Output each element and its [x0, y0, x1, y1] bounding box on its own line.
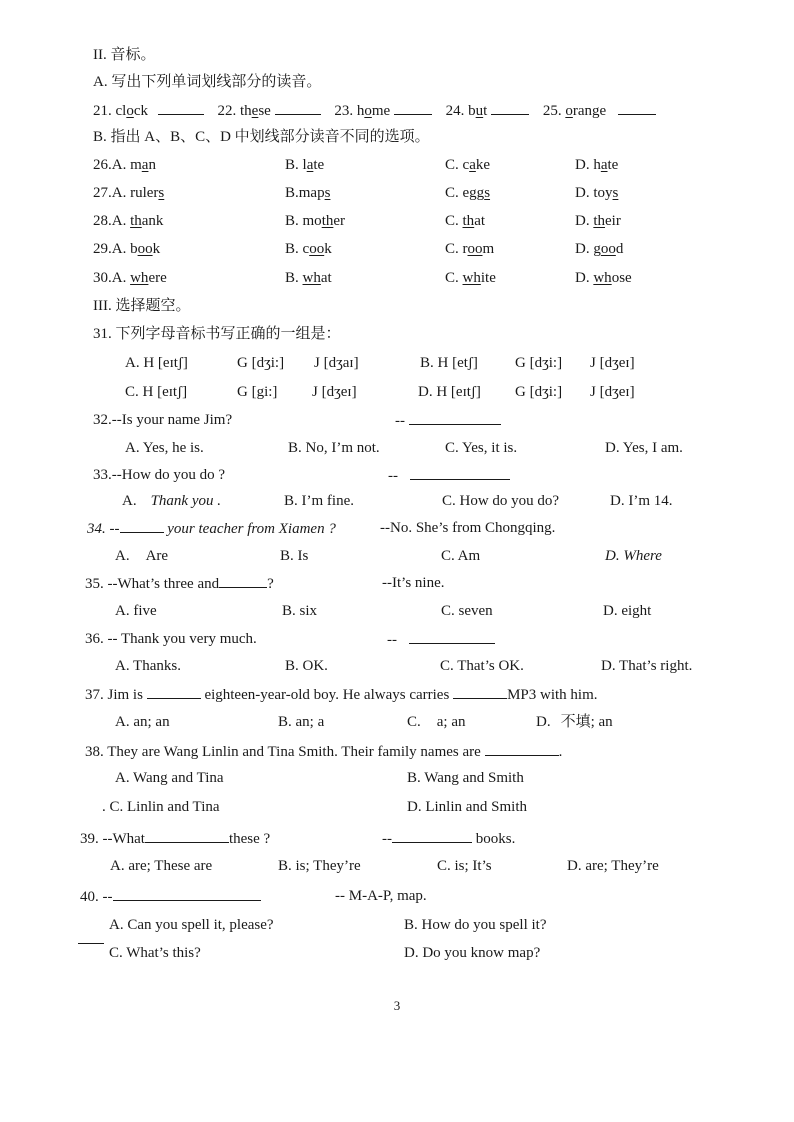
option-d[interactable]: D. I’m 14. [610, 493, 673, 509]
answer-blank[interactable] [485, 742, 559, 756]
option-d[interactable]: D. are; They’re [567, 858, 659, 874]
answer-blank-23[interactable] [394, 101, 432, 115]
option-c[interactable]: C. Yes, it is. [445, 440, 518, 456]
page-number: 3 [393, 998, 401, 1013]
option-a[interactable]: A. Thank you . [122, 493, 222, 509]
q33-reply: -- [388, 466, 510, 485]
option-d[interactable]: D. Yes, I am. [605, 440, 683, 456]
option-c[interactable]: C. a; an [407, 714, 466, 730]
section-3-heading: III. 选择题空。 [93, 298, 191, 314]
option-a[interactable]: A. are; These are [110, 858, 213, 874]
q34-reply: --No. She’s from Chongqing. [380, 520, 556, 536]
option-b[interactable]: B. late [285, 157, 325, 173]
q31-stem: 31. 下列字母音标书写正确的一组是： [93, 326, 341, 342]
answer-blank[interactable] [219, 574, 267, 588]
option-d[interactable]: D. Linlin and Smith [407, 799, 527, 815]
q32-reply: -- [395, 411, 501, 430]
q39-stem: 39. --What these ? [80, 831, 271, 847]
option-d[interactable]: D. eight [603, 603, 652, 619]
q25: 25. orange [542, 103, 607, 119]
part-a-items [93, 101, 656, 120]
option-b[interactable]: B. six [282, 603, 318, 619]
q37-stem: 37. Jim is eighteen-year-old boy. He always carries MP3 with him. [85, 687, 598, 703]
q40-reply: -- M-A-P, map. [335, 888, 427, 904]
q24: 24. but [445, 103, 488, 119]
answer-blank[interactable] [409, 630, 495, 644]
q31-option-b[interactable]: B. H [etʃ] [420, 355, 478, 371]
option-d[interactable]: D. 不填; an [536, 714, 613, 730]
option-d[interactable]: D. their [575, 213, 621, 229]
option-c[interactable]: C. is; It’s [437, 858, 492, 874]
option-a[interactable]: A. an; an [115, 714, 170, 730]
part-a-heading: A. 写出下列单词划线部分的读音。 [93, 74, 322, 90]
option-d[interactable]: D. good [575, 241, 624, 257]
answer-blank-21[interactable] [158, 101, 204, 115]
answer-blank-24[interactable] [491, 101, 529, 115]
q34-stem: 34. -- your teacher from Xiamen ? [87, 521, 336, 537]
answer-blank[interactable] [113, 887, 261, 901]
answer-blank[interactable] [147, 685, 201, 699]
part-b-heading: B. 指出 A、B、C、D 中划线部分读音不同的选项。 [93, 129, 430, 145]
q36-reply: -- [387, 630, 495, 649]
answer-blank-25[interactable] [618, 101, 656, 115]
option-c[interactable]: C. cake [445, 157, 491, 173]
option-c[interactable]: C. room [445, 241, 495, 257]
answer-blank[interactable] [410, 466, 510, 480]
q21: 21. clock [93, 103, 148, 119]
option-c[interactable]: C. What’s this? [109, 945, 201, 961]
option-c[interactable]: C. That’s OK. [440, 658, 524, 674]
q40-stem: 40. -- [80, 887, 261, 906]
answer-blank[interactable] [120, 519, 164, 533]
option-d[interactable]: D. hate [575, 157, 619, 173]
option-d[interactable]: D. Do you know map? [404, 945, 541, 961]
option-b[interactable]: B. cook [285, 241, 332, 257]
q23: 23. home [334, 103, 391, 119]
q31-option-c[interactable]: C. H [eɪtʃ] [125, 384, 188, 400]
q38-stem: 38. They are Wang Linlin and Tina Smith. Their family names are . [85, 744, 563, 760]
option-a[interactable]: A. Yes, he is. [125, 440, 204, 456]
option-d[interactable]: D. toys [575, 185, 619, 201]
stray-mark [78, 943, 104, 944]
option-c[interactable]: C. eggs [445, 185, 491, 201]
option-b[interactable]: B. what [285, 270, 332, 286]
answer-blank[interactable] [145, 829, 229, 843]
option-b[interactable]: B. mother [285, 213, 346, 229]
option-b[interactable]: B. is; They’re [278, 858, 361, 874]
option-c[interactable]: C. seven [441, 603, 493, 619]
option-d[interactable]: D. Where [605, 548, 662, 564]
q35-reply: --It’s nine. [382, 575, 445, 591]
q36-stem: 36. -- Thank you very much. [85, 631, 257, 647]
q33-stem: 33.--How do you do ? [93, 467, 226, 483]
option-a[interactable]: A. Can you spell it, please? [109, 917, 274, 933]
option-a[interactable]: A. five [115, 603, 157, 619]
option-a[interactable]: A. Are [115, 548, 169, 564]
option-c[interactable]: . C. Linlin and Tina [102, 799, 220, 815]
q32-stem: 32.--Is your name Jim? [93, 412, 233, 428]
option-b[interactable]: B. How do you spell it? [404, 917, 547, 933]
q39-reply: -- books. [382, 831, 516, 847]
option-b[interactable]: B. No, I’m not. [288, 440, 380, 456]
q22: 22. these [217, 103, 271, 119]
q31-option-a[interactable]: A. H [eɪtʃ] [125, 355, 188, 371]
option-c[interactable]: C. that [445, 213, 486, 229]
option-c[interactable]: C. Am [441, 548, 481, 564]
option-b[interactable]: B. OK. [285, 658, 328, 674]
option-c[interactable]: C. How do you do? [442, 493, 560, 509]
option-b[interactable]: B. Is [280, 548, 309, 564]
answer-blank[interactable] [453, 685, 507, 699]
option-a[interactable]: A. Wang and Tina [115, 770, 224, 786]
q31-option-d[interactable]: D. H [eɪtʃ] [418, 384, 481, 400]
option-c[interactable]: C. white [445, 270, 496, 286]
option-b[interactable]: B. an; a [278, 714, 325, 730]
option-b[interactable]: B.maps [285, 185, 331, 201]
answer-blank[interactable] [409, 411, 501, 425]
option-a[interactable]: A. Thanks. [115, 658, 181, 674]
option-d[interactable]: D. That’s right. [601, 658, 693, 674]
q35-stem: 35. --What’s three and ? [85, 576, 274, 592]
answer-blank[interactable] [392, 829, 472, 843]
option-b[interactable]: B. Wang and Smith [407, 770, 524, 786]
option-d[interactable]: D. whose [575, 270, 632, 286]
answer-blank-22[interactable] [275, 101, 321, 115]
section-2-heading: II. 音标。 [93, 47, 156, 63]
option-b[interactable]: B. I’m fine. [284, 493, 354, 509]
